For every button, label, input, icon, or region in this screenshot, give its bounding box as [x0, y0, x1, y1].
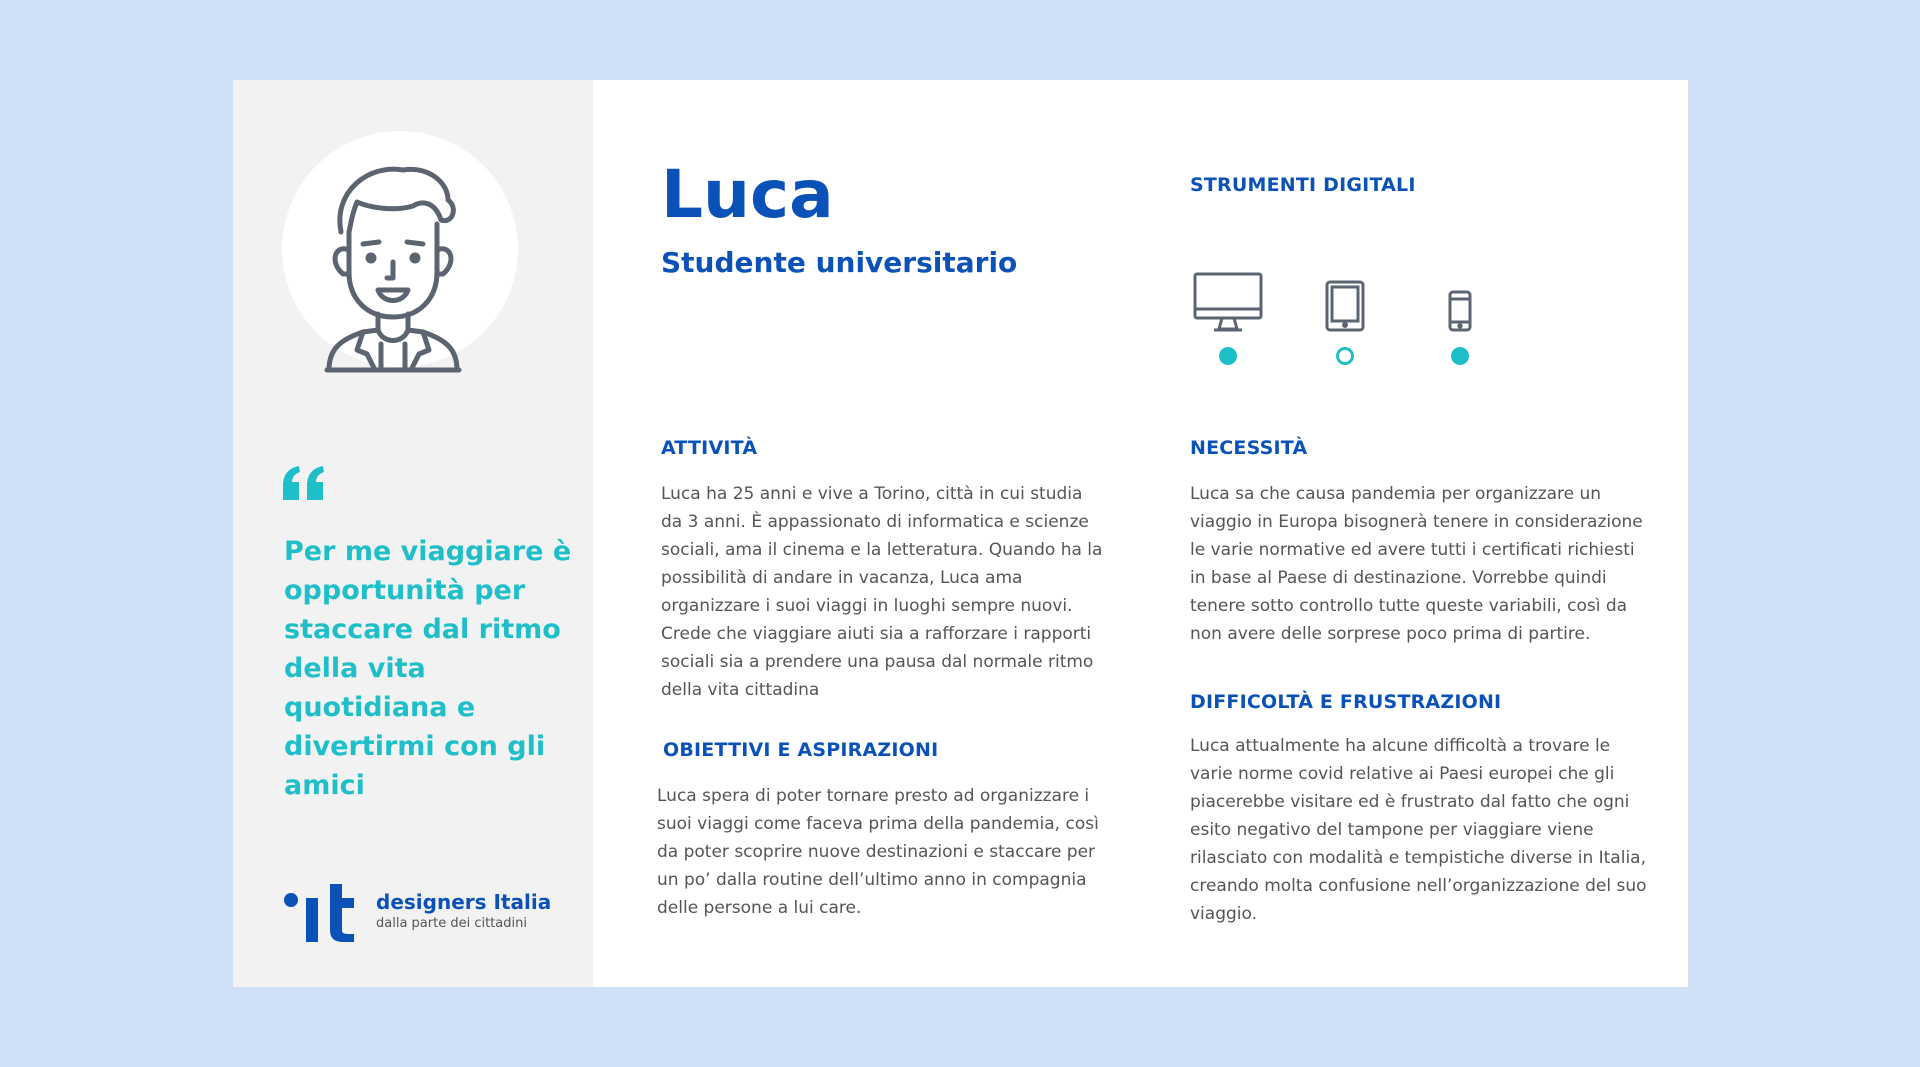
section-title-difficolta: DIFFICOLTÀ E FRUSTRAZIONI — [1190, 691, 1502, 713]
device-used-indicator — [1451, 347, 1469, 365]
digital-tools — [1183, 265, 1503, 385]
persona-sidebar — [233, 80, 593, 987]
section-title-attivita: ATTIVITÀ — [661, 437, 758, 459]
device-unused-indicator — [1336, 347, 1354, 365]
section-text-attivita: Luca ha 25 anni e vive a Torino, città in cui studia da 3 anni. È appassionato di informatica e scienze sociali, ama il cinema e la letteratura. Quando ha la possibilità di andare in vacanza, Luca ama organizzare i suoi viaggi in luoghi sempre nuovi. Crede che viaggiare aiuti sia a rafforzare i rapporti sociali sia a prendere una pausa dal normale ritmo della vita cittadina — [661, 484, 1103, 700]
logo-tagline: dalla parte dei cittadini — [376, 916, 527, 931]
tool-smartphone — [1415, 265, 1505, 375]
smartphone-icon — [1447, 289, 1473, 333]
section-title-obiettivi: OBIETTIVI E ASPIRAZIONI — [663, 739, 939, 761]
avatar-icon — [323, 162, 473, 374]
section-text-necessita: Luca sa che causa pandemia per organizzare un viaggio in Europa bisognerà tenere in considerazione le varie normative ed avere tutti i certificati richiesti in base al Paese di destinazione. Vorrebbe quindi tenere sotto controllo tutte queste variabili, così da non avere delle sorprese poco prima di partire. — [1190, 484, 1643, 644]
tablet-icon — [1324, 279, 1366, 333]
device-used-indicator — [1219, 347, 1237, 365]
persona-role: Studente universitario — [661, 246, 1018, 279]
persona-name: Luca — [661, 156, 834, 233]
tool-desktop — [1183, 265, 1273, 375]
section-text-obiettivi: Luca spera di poter tornare presto ad organizzare i suoi viaggi come faceva prima della pandemia, così da poter scoprire nuove destinazioni e staccare per un po’ dalla routine dell’ultimo anno in compagnia delle persone a lui care. — [657, 786, 1099, 918]
section-title-necessita: NECESSITÀ — [1190, 437, 1308, 459]
desktop-icon — [1192, 271, 1264, 333]
logo-name: designers Italia — [376, 890, 552, 914]
persona-card — [233, 80, 1688, 987]
persona-content — [593, 80, 1688, 987]
section-text-difficolta: Luca attualmente ha alcune difficoltà a trovare le varie norme covid relative ai Paesi europei che gli piacerebbe visitare ed è frustrato dal fatto che ogni esito negativo del tampone per viaggiare viene rilasciato con modalità e tempistiche diverse in Italia, creando molta confusione nell’organizzazione del suo viaggio. — [1190, 736, 1647, 924]
quote-icon — [279, 464, 329, 504]
tool-tablet — [1300, 265, 1390, 375]
section-title-strumenti: STRUMENTI DIGITALI — [1190, 174, 1416, 196]
designers-italia-logo — [284, 880, 551, 944]
persona-quote: Per me viaggiare è opportunità per staccare dal ritmo della vita quotidiana e divertirmi con gli amici — [284, 536, 572, 801]
it-logo-icon — [284, 880, 364, 944]
